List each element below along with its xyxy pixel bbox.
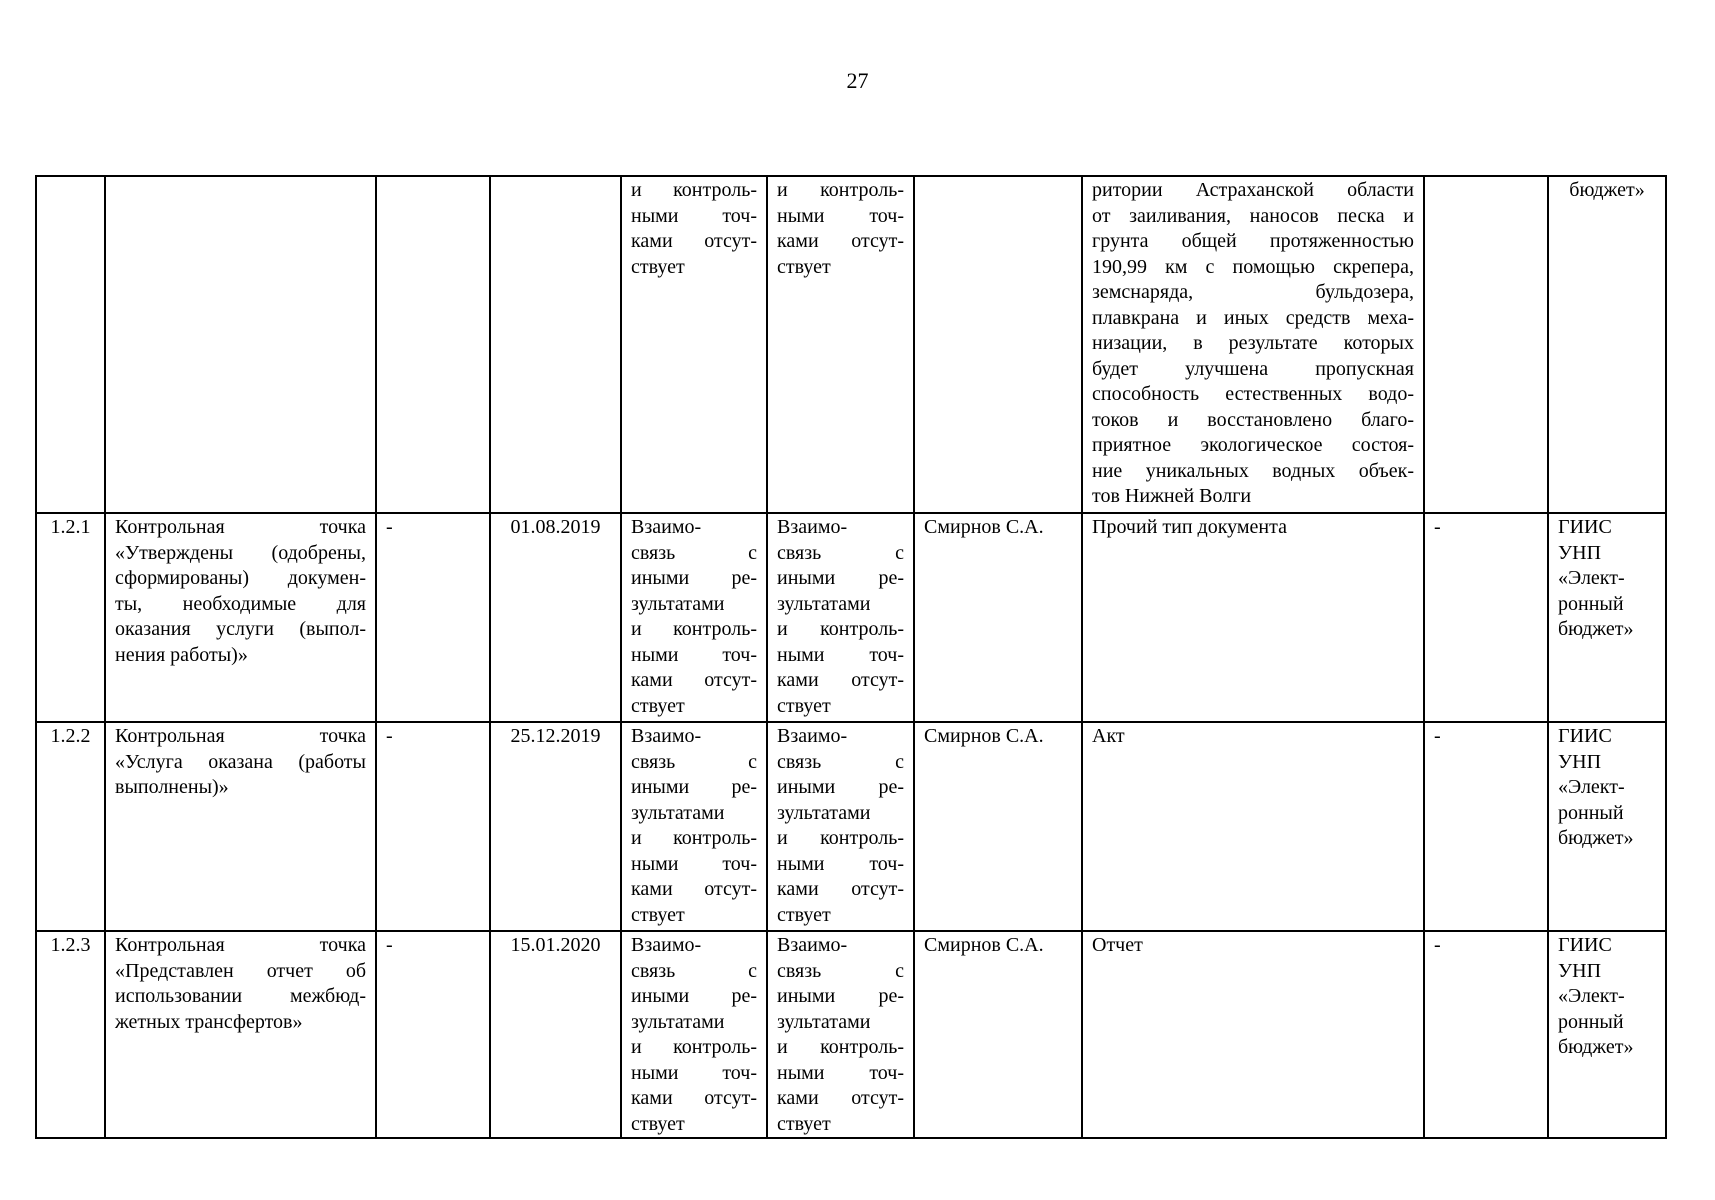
cell-text-line: и контроль- (777, 179, 904, 201)
cell-text-line: ными точ- (631, 643, 757, 666)
page-number: 27 (846, 68, 869, 93)
cell-text-line: ГИИС (1558, 934, 1612, 956)
cell-text-line: ствует (631, 255, 685, 278)
cell-text-line: и контроль- (777, 827, 904, 849)
cell-responsible: Смирнов С.А. (914, 722, 1082, 931)
cell-text-line: ронный (1558, 592, 1624, 615)
cell-name (105, 722, 376, 931)
cell-text-line: ствует (631, 1112, 685, 1135)
cell-text-line: УНП (1558, 541, 1602, 564)
cell-text-line: ными точ- (777, 852, 904, 875)
cell-relation-b (767, 176, 914, 513)
cell-text-line: ками отсут- (631, 230, 757, 252)
cell-start: - (376, 513, 490, 722)
cell-text-line: выполнены)» (115, 776, 229, 798)
cell-text-line: зультатами (631, 801, 725, 824)
cell-responsible: Смирнов С.А. (914, 513, 1082, 722)
cell-text-line: ние уникальных водных объек- (1092, 459, 1414, 482)
cell-text-line: ными точ- (777, 643, 904, 666)
cell-text-line: Взаимо- (777, 934, 848, 956)
cell-text-line: токов и восстановлено благо- (1092, 408, 1414, 431)
cell-system (1548, 176, 1666, 513)
cell-text-line: «Утверждены (одобрены, (115, 541, 366, 564)
cell-relation-a (621, 931, 767, 1138)
cell-text-line: бюджет» (1558, 618, 1634, 640)
cell-responsible: Смирнов С.А. (914, 931, 1082, 1138)
cell-text-line: связь с (631, 959, 757, 982)
cell-system (1548, 931, 1666, 1138)
cell-text-line: жетных трансфертов» (115, 1010, 303, 1033)
cell-responsible (914, 176, 1082, 513)
cell-text-line: связь с (777, 750, 904, 773)
cell-number: 1.2.3 (36, 931, 105, 1138)
cell-relation-b (767, 722, 914, 931)
cell-text-line: и контроль- (631, 618, 757, 640)
cell-text-line: «Услуга оказана (работы (115, 750, 366, 773)
table-row-continuation (36, 176, 1666, 513)
cell-text-line: от заиливания, наносов песка и (1092, 204, 1414, 227)
cell-text-line: ками отсут- (777, 669, 904, 691)
control-points-table (35, 175, 1667, 1139)
cell-description (1082, 176, 1424, 513)
cell-extra: - (1424, 513, 1548, 722)
cell-text-line: ными точ- (631, 204, 757, 227)
cell-text-line: иными ре- (777, 567, 904, 589)
cell-text-line: иными ре- (631, 776, 757, 798)
cell-start: - (376, 722, 490, 931)
cell-extra: - (1424, 722, 1548, 931)
cell-relation-a (621, 722, 767, 931)
cell-end: 01.08.2019 (490, 513, 621, 722)
cell-text-line: бюджет» (1558, 1036, 1634, 1058)
cell-doc-type: Отчет (1082, 931, 1424, 1138)
cell-text-line: будет улучшена пропускная (1092, 357, 1414, 380)
cell-text-line: «Элект- (1558, 567, 1625, 589)
cell-text-line: ствует (777, 255, 831, 278)
cell-text-line: иными ре- (631, 567, 757, 589)
cell-name (105, 931, 376, 1138)
cell-system (1548, 513, 1666, 722)
cell-text-line: иными ре- (777, 776, 904, 798)
cell-text-line: использовании межбюд- (115, 985, 366, 1007)
cell-text-line: ты, необходимые для (115, 592, 366, 615)
cell-text-line: и контроль- (631, 1036, 757, 1058)
cell-text-line: ками отсут- (777, 878, 904, 900)
cell-start: - (376, 931, 490, 1138)
cell-text-line: ными точ- (777, 1061, 904, 1084)
cell-text-line: ствует (777, 1112, 831, 1135)
cell-text-line: и контроль- (631, 179, 757, 201)
cell-text-line: Взаимо- (631, 725, 702, 747)
cell-text-line: ными точ- (777, 204, 904, 227)
cell-text-line: УНП (1558, 750, 1602, 773)
cell-text-line: ствует (777, 694, 831, 717)
cell-number: 1.2.1 (36, 513, 105, 722)
cell-text-line: УНП (1558, 959, 1602, 982)
cell-doc-type: Акт (1082, 722, 1424, 931)
cell-text-line: и контроль- (777, 618, 904, 640)
cell-text-line: ками отсут- (631, 1087, 757, 1109)
cell-text-line: и контроль- (777, 1036, 904, 1058)
cell-text-line: бюджет» (1569, 179, 1645, 201)
cell-text-line: плавкрана и иных средств меха- (1092, 306, 1414, 329)
cell-text-line: ронный (1558, 801, 1624, 824)
cell-number (36, 176, 105, 513)
cell-text-line: зультатами (777, 592, 871, 615)
cell-text-line: сформированы) докумен- (115, 567, 366, 589)
cell-text-line: «Элект- (1558, 985, 1625, 1007)
cell-text-line: способность естественных водо- (1092, 383, 1414, 405)
cell-text-line: ритории Астраханской области (1092, 179, 1414, 201)
table-row (36, 931, 1666, 1138)
cell-text-line: ствует (777, 903, 831, 926)
cell-text-line: ками отсут- (631, 669, 757, 691)
cell-text-line: ками отсут- (631, 878, 757, 900)
cell-text-line: ками отсут- (777, 230, 904, 252)
cell-text-line: нения работы)» (115, 643, 248, 666)
cell-name (105, 513, 376, 722)
cell-end: 15.01.2020 (490, 931, 621, 1138)
cell-text-line: тов Нижней Волги (1092, 485, 1252, 507)
cell-relation-a (621, 176, 767, 513)
cell-text-line: Взаимо- (631, 934, 702, 956)
cell-relation-a (621, 513, 767, 722)
cell-text-line: Взаимо- (631, 516, 702, 538)
cell-extra: - (1424, 931, 1548, 1138)
cell-text-line: ГИИС (1558, 725, 1612, 747)
cell-text-line: связь с (777, 541, 904, 564)
cell-text-line: и контроль- (631, 827, 757, 849)
cell-text-line: земснаряда, бульдозера, (1092, 281, 1414, 303)
cell-text-line: зультатами (777, 801, 871, 824)
cell-end: 25.12.2019 (490, 722, 621, 931)
cell-system (1548, 722, 1666, 931)
cell-text-line: оказания услуги (выпол- (115, 618, 366, 640)
cell-text-line: ными точ- (631, 1061, 757, 1084)
cell-text-line: связь с (631, 541, 757, 564)
cell-text-line: ствует (631, 694, 685, 717)
cell-text-line: «Представлен отчет об (115, 959, 366, 982)
cell-text-line: связь с (777, 959, 904, 982)
cell-text-line: приятное экологическое состоя- (1092, 434, 1414, 456)
cell-text-line: ствует (631, 903, 685, 926)
cell-text-line: 190,99 км с помощью скрепера, (1092, 255, 1414, 278)
cell-relation-b (767, 513, 914, 722)
cell-text-line: ГИИС (1558, 516, 1612, 538)
cell-text-line: ками отсут- (777, 1087, 904, 1109)
cell-relation-b (767, 931, 914, 1138)
cell-doc-type: Прочий тип документа (1082, 513, 1424, 722)
cell-text-line: Взаимо- (777, 725, 848, 747)
cell-text-line: бюджет» (1558, 827, 1634, 849)
cell-end (490, 176, 621, 513)
cell-text-line: Контрольная точка (115, 934, 366, 956)
cell-text-line: ными точ- (631, 852, 757, 875)
cell-text-line: грунта общей протяженностью (1092, 230, 1414, 252)
cell-text-line: зультатами (777, 1010, 871, 1033)
cell-text-line: иными ре- (631, 985, 757, 1007)
table-row (36, 722, 1666, 931)
cell-text-line: зультатами (631, 592, 725, 615)
cell-text-line: Контрольная точка (115, 725, 366, 747)
cell-extra (1424, 176, 1548, 513)
cell-text-line: «Элект- (1558, 776, 1625, 798)
cell-name (105, 176, 376, 513)
cell-text-line: ронный (1558, 1010, 1624, 1033)
cell-text-line: зультатами (631, 1010, 725, 1033)
cell-start (376, 176, 490, 513)
cell-text-line: Контрольная точка (115, 516, 366, 538)
cell-text-line: низации, в результате которых (1092, 332, 1414, 354)
table-row (36, 513, 1666, 722)
cell-text-line: иными ре- (777, 985, 904, 1007)
cell-text-line: связь с (631, 750, 757, 773)
cell-number: 1.2.2 (36, 722, 105, 931)
cell-text-line: Взаимо- (777, 516, 848, 538)
